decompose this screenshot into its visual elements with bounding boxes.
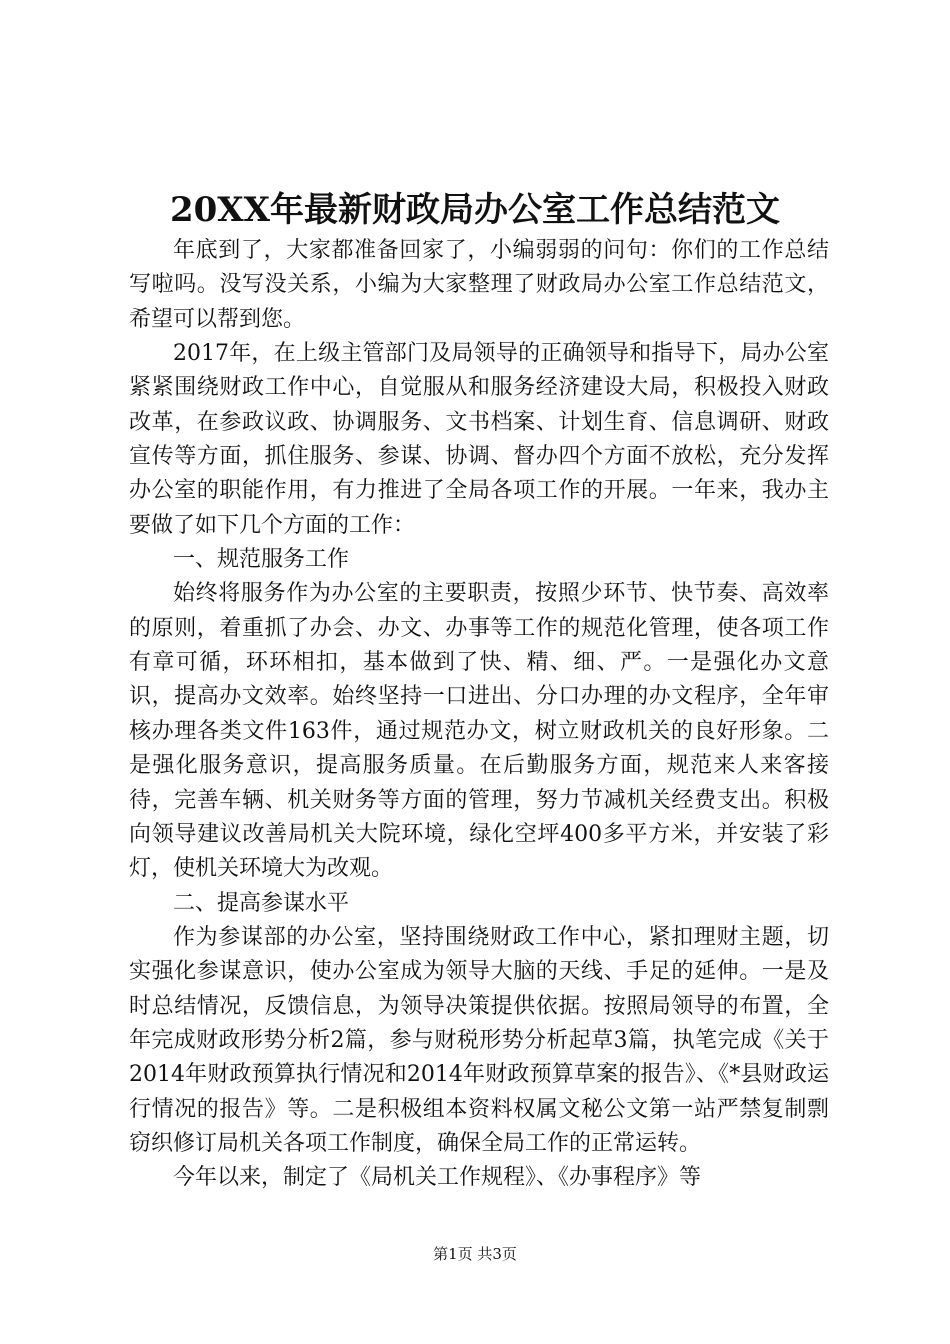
paragraph-overview: 2017年，在上级主管部门及局领导的正确领导和指导下，局办公室紧紧围绕财政工作中心，自觉服从和服务经济建设大局，积极投入财政改革，在参政议政、协调服务、文书档案、计划生育、信息调研、财政宣传等方面，抓住服务、参谋、协调、督办四个方面不放松，充分发挥办公室的职能作用，有力推进了全局各项工作的开展。一年来，我办主要做了如下几个方面的工作： bbox=[129, 341, 829, 538]
paragraph-continued: 今年以来，制定了《局机关工作规程》、《办事程序》等 bbox=[173, 1165, 702, 1191]
paragraph-intro: 年底到了，大家都准备回家了，小编弱弱的问句：你们的工作总结写啦吗。没写没关系，小编为大家整理了财政局办公室工作总结范文，希望可以帮到您。 bbox=[129, 238, 829, 332]
document-body bbox=[129, 234, 829, 1196]
paragraph-section-2: 作为参谋部的办公室，坚持围绕财政工作中心，紧扣理财主题，切实强化参谋意识，使办公室成为领导大脑的天线、手足的延伸。一是及时总结情况，反馈信息，为领导决策提供依据。按照局领导的布置，全年完成财政形势分析2篇，参与财税形势分析起草3篇，执笔完成《关于2014年财政预算执行情况和2014年财政预算草案的报告》、《*县财政运行情况的报告》等。二是积极组本资料权属文秘公文第一站严禁复制剽窃织修订局机关各项工作制度，确保全局工作的正常运转。 bbox=[129, 924, 829, 1156]
section-heading-1: 一、规范服务工作 bbox=[173, 547, 350, 573]
paragraph-section-1: 始终将服务作为办公室的主要职责，按照少环节、快节奏、高效率的原则，着重抓了办会、办文、办事等工作的规范化管理，使各项工作有章可循，环环相扣，基本做到了快、精、细、严。一是强化办文意识，提高办文效率。始终坚持一口进出、分口办理的办文程序，全年审核办理各类文件163件，通过规范办文，树立财政机关的良好形象。二是强化服务意识，提高服务质量。在后勤服务方面，规范来人来客接待，完善车辆、机关财务等方面的管理，努力节减机关经费支出。积极向领导建议改善局机关大院环境，绿化空坪400多平方米，并安装了彩灯，使机关环境大为改观。 bbox=[129, 581, 829, 882]
page-number-footer: 第1页 共3页 bbox=[433, 1245, 517, 1263]
section-heading-2: 二、提高参谋水平 bbox=[173, 890, 350, 916]
document-title: 20XX年最新财政局办公室工作总结范文 bbox=[169, 190, 781, 230]
